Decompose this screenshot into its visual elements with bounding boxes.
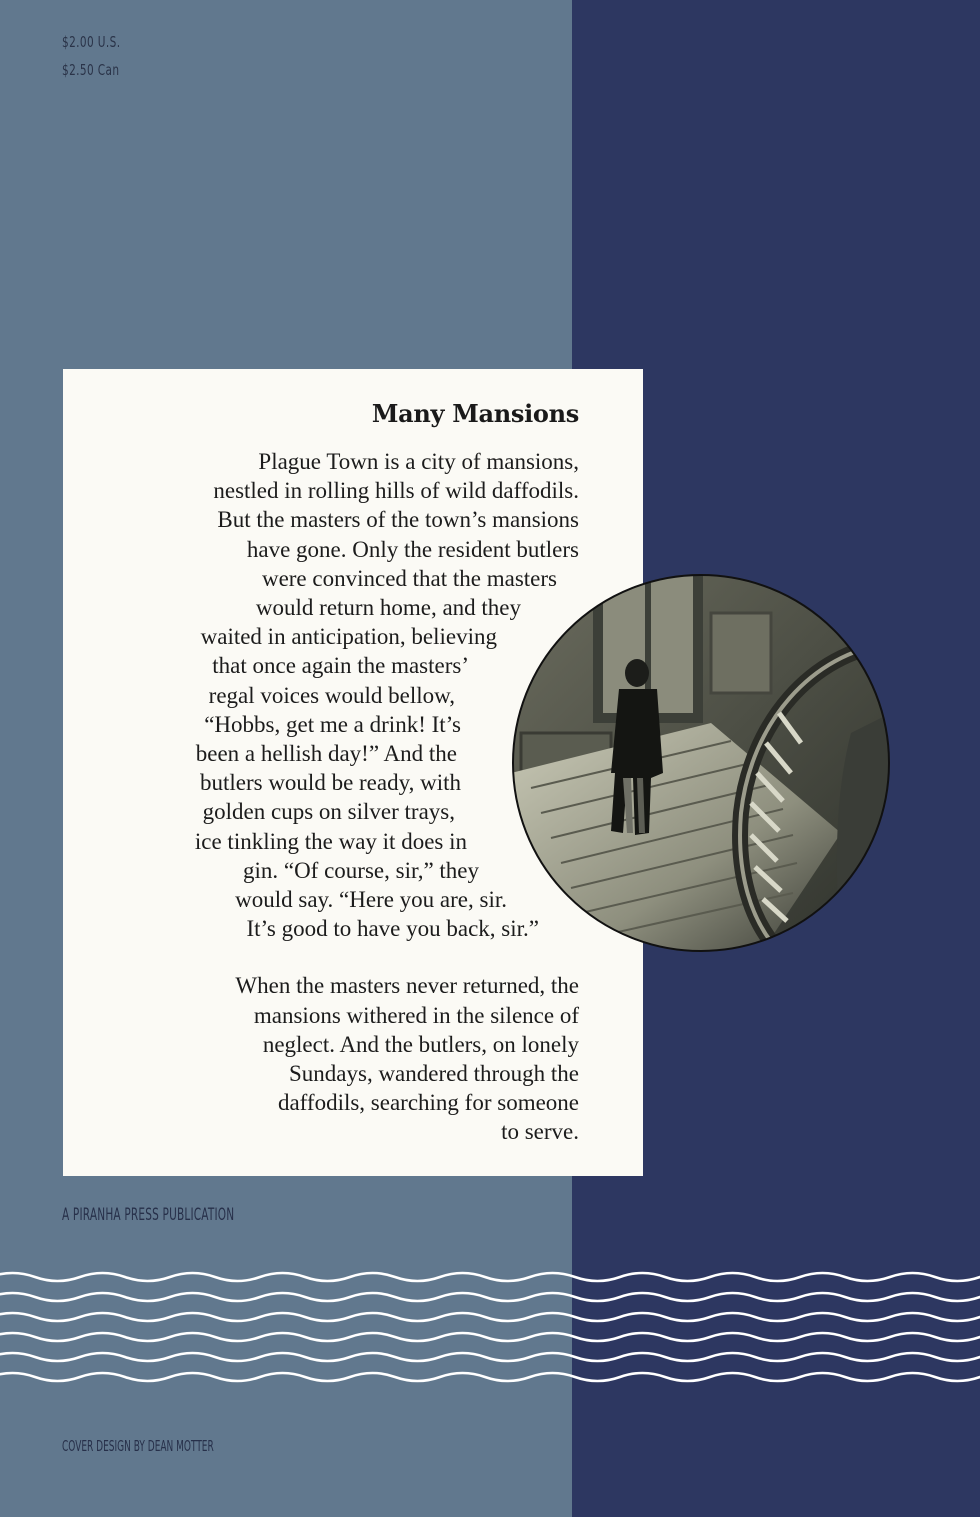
- story-line: mansions withered in the silence of: [253, 1002, 579, 1028]
- staircase-illustration: [511, 573, 891, 953]
- story-line: But the masters of the town’s mansions: [217, 507, 579, 533]
- wave-line: [0, 1353, 980, 1361]
- story-line: been a hellish day!” And the: [195, 741, 457, 767]
- story-line: have gone. Only the resident butlers: [246, 536, 579, 562]
- story-line: nestled in rolling hills of wild daffodils.: [213, 478, 579, 504]
- story-line: to serve.: [501, 1119, 579, 1145]
- story-line: ice tinkling the way it does in: [194, 828, 467, 854]
- story-line: butlers would be ready, with: [199, 770, 461, 796]
- story-line: golden cups on silver trays,: [202, 799, 455, 825]
- story-line: neglect. And the butlers, on lonely: [262, 1031, 579, 1057]
- wave-line: [0, 1273, 980, 1281]
- price-can: $2.50 Can: [62, 61, 120, 79]
- story-line: Plague Town is a city of mansions,: [258, 449, 579, 474]
- story-line: Sundays, wandered through the: [289, 1061, 579, 1087]
- story-line: “Hobbs, get me a drink! It’s: [204, 711, 461, 737]
- story-line: that once again the masters’: [212, 653, 469, 679]
- paragraph-gap: [59, 943, 579, 971]
- story-line: waited in anticipation, believing: [200, 624, 497, 650]
- story-title: Many Mansions: [371, 399, 579, 428]
- cover-design-credit: COVER DESIGN BY DEAN MOTTER: [62, 1437, 214, 1455]
- story-line: were convinced that the masters: [261, 565, 557, 591]
- story-line: When the masters never returned, the: [235, 973, 579, 999]
- wave-line: [0, 1293, 980, 1301]
- story-line: gin. “Of course, sir,” they: [242, 857, 479, 883]
- wave-line: [0, 1373, 980, 1381]
- wave-line: [0, 1333, 980, 1341]
- story-line: It’s good to have you back, sir.”: [246, 916, 539, 942]
- story-line: would say. “Here you are, sir.: [235, 887, 507, 913]
- story-line: regal voices would bellow,: [208, 682, 455, 708]
- publisher-imprint: A PIRANHA PRESS PUBLICATION: [62, 1205, 235, 1225]
- wave-line: [0, 1313, 980, 1321]
- story-text: [59, 447, 579, 1147]
- price-us: $2.00 U.S.: [62, 33, 121, 51]
- wave-lines-decoration: [0, 1255, 980, 1405]
- story-line: would return home, and they: [255, 595, 521, 621]
- price-block: [62, 28, 120, 84]
- story-line: daffodils, searching for someone: [277, 1090, 579, 1116]
